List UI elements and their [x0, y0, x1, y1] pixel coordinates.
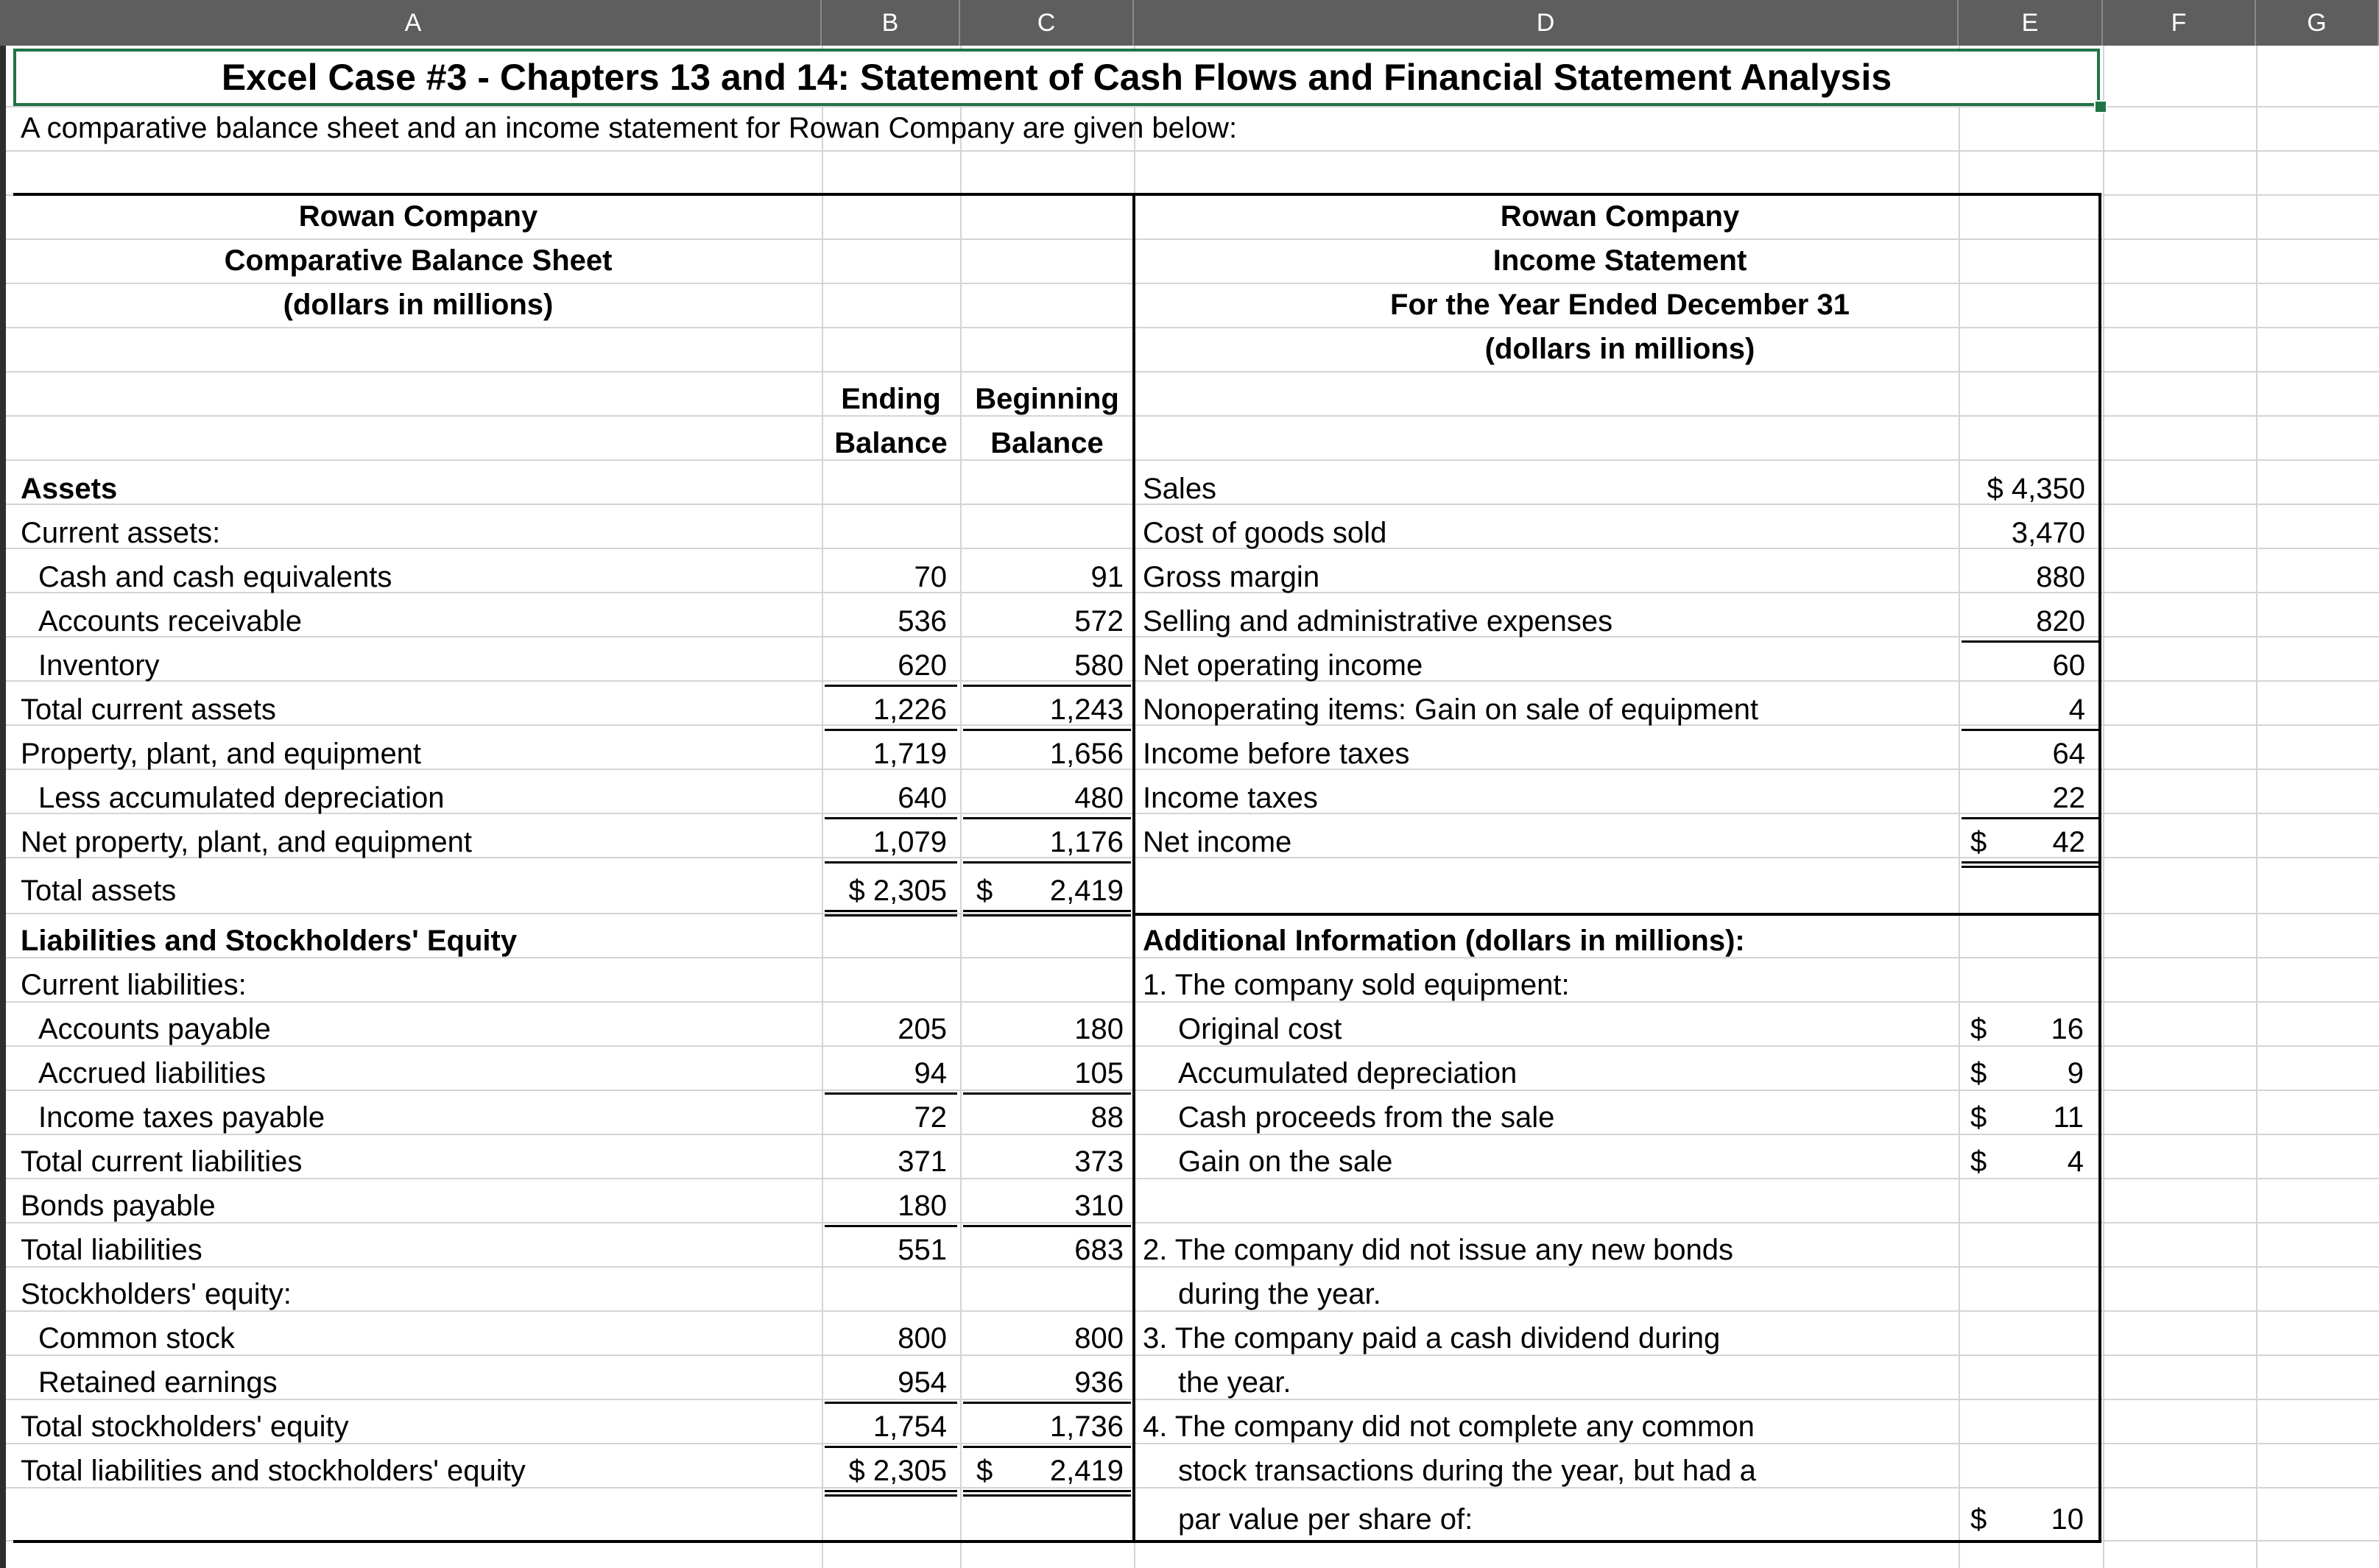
bs-beginning-value: 1,656 [1049, 738, 1124, 770]
bs-beginning-value: 373 [1074, 1145, 1124, 1178]
table-right-border [2098, 193, 2101, 1543]
bs-row-label: Total stockholders' equity [21, 1410, 349, 1443]
addl-equipment-currency: $ [1970, 1101, 1987, 1134]
addl-equipment-label: Gain on the sale [1178, 1145, 1393, 1178]
bs-beginning-value: 936 [1074, 1366, 1124, 1399]
is-currency: $ [1970, 826, 1987, 858]
bs-beginning-rule [963, 817, 1131, 819]
is-period: For the Year Ended December 31 [1390, 289, 1850, 321]
bs-ending-rule [825, 861, 957, 864]
bs-col-beginning-2: Balance [990, 427, 1104, 459]
bs-row-label: Current assets: [21, 517, 221, 549]
bs-beginning-rule [963, 1402, 1131, 1404]
gridline-horizontal [6, 371, 2379, 372]
addl-item-3b: the year. [1178, 1366, 1291, 1399]
par-value: 10 [2051, 1503, 2084, 1536]
gridline-horizontal [6, 415, 2379, 417]
bs-beginning-double-rule [963, 914, 1131, 917]
bs-ending-value: 180 [898, 1190, 947, 1222]
bs-ending-value: $ 2,305 [848, 875, 947, 907]
income-section-divider [1134, 913, 2101, 916]
page-title: Excel Case #3 - Chapters 13 and 14: Statement of Cash Flows and Financial Statement Analysis [221, 57, 1892, 98]
bs-ending-double-rule [825, 1494, 957, 1497]
bs-beginning-value: 480 [1074, 782, 1124, 814]
is-row-label: Gross margin [1143, 561, 1320, 593]
table-top-border [13, 193, 2101, 196]
gridline-horizontal [6, 150, 2379, 152]
column-header-bar [0, 0, 2379, 46]
addl-item-4a: 4. The company did not complete any common [1143, 1410, 1755, 1443]
bs-row-label: Net property, plant, and equipment [21, 826, 472, 858]
column-header-c[interactable]: C [960, 0, 1134, 46]
is-row-label: Net income [1143, 826, 1292, 858]
bs-row-label: Cash and cash equivalents [38, 561, 392, 593]
bs-beginning-value: 1,243 [1049, 693, 1124, 726]
gridline-horizontal [6, 1222, 2379, 1223]
bs-row-label: Liabilities and Stockholders' Equity [21, 925, 518, 957]
row-header-strip [0, 46, 6, 1568]
addl-equipment-value: 4 [2067, 1145, 2084, 1178]
addl-equipment-label: Original cost [1178, 1013, 1342, 1045]
table-middle-border [1132, 193, 1135, 1543]
bs-ending-rule [825, 685, 957, 687]
bs-ending-value: 551 [898, 1234, 947, 1266]
is-row-label: Net operating income [1143, 649, 1423, 682]
bs-ending-value: 1,719 [873, 738, 947, 770]
bs-beginning-value: 2,419 [1049, 875, 1124, 907]
bs-beginning-rule [963, 685, 1131, 687]
bs-col-beginning-1: Beginning [975, 383, 1119, 415]
bs-row-label: Property, plant, and equipment [21, 738, 422, 770]
bs-beginning-double-rule [963, 1494, 1131, 1497]
bs-row-label: Accounts receivable [38, 605, 302, 638]
bs-row-label: Bonds payable [21, 1190, 216, 1222]
is-row-label: Income taxes [1143, 782, 1318, 814]
bs-beginning-rule [963, 1092, 1131, 1095]
bs-ending-value: 1,079 [873, 826, 947, 858]
bs-row-label: Common stock [38, 1322, 235, 1355]
bs-company: Rowan Company [298, 200, 538, 233]
bs-ending-rule [825, 1402, 957, 1404]
subtitle: A comparative balance sheet and an income statement for Rowan Company are given below: [21, 112, 1238, 144]
bs-ending-value: $ 2,305 [848, 1455, 947, 1487]
addl-equipment-currency: $ [1970, 1013, 1987, 1045]
is-row-label: Selling and administrative expenses [1143, 605, 1613, 638]
bs-ending-double-rule [825, 1490, 957, 1492]
bs-ending-value: 536 [898, 605, 947, 638]
bs-ending-rule [825, 1446, 957, 1448]
addl-equipment-value: 9 [2067, 1057, 2084, 1090]
bs-beginning-value: 2,419 [1049, 1455, 1124, 1487]
bs-beginning-rule [963, 861, 1131, 864]
addl-item-2a: 2. The company did not issue any new bonds [1143, 1234, 1733, 1266]
bs-ending-value: 1,754 [873, 1410, 947, 1443]
bs-ending-rule [825, 817, 957, 819]
bs-row-label: Retained earnings [38, 1366, 278, 1399]
bs-ending-value: 640 [898, 782, 947, 814]
addl-item-1: 1. The company sold equipment: [1143, 969, 1570, 1001]
bs-ending-value: 205 [898, 1013, 947, 1045]
is-company: Rowan Company [1500, 200, 1740, 233]
bs-row-label: Total liabilities [21, 1234, 202, 1266]
addl-item-4b: stock transactions during the year, but had a [1178, 1455, 1756, 1487]
is-double-rule [1962, 866, 2098, 868]
bs-beginning-value: 580 [1074, 649, 1124, 682]
bs-row-label: Accrued liabilities [38, 1057, 267, 1090]
is-units: (dollars in millions) [1484, 333, 1755, 365]
is-rule [1962, 729, 2098, 731]
bs-beginning-value: 91 [1090, 561, 1124, 593]
bs-ending-value: 954 [898, 1366, 947, 1399]
is-row-value: 64 [2052, 738, 2085, 770]
is-row-value: 880 [2036, 561, 2085, 593]
is-name: Income Statement [1492, 244, 1747, 277]
addl-item-2b: during the year. [1178, 1278, 1381, 1310]
bs-ending-value: 72 [914, 1101, 947, 1134]
bs-ending-value: 371 [898, 1145, 947, 1178]
table-bottom-border [13, 1540, 2101, 1543]
is-row-value: $ 4,350 [1987, 473, 2085, 505]
bs-row-label: Assets [21, 473, 118, 505]
bs-beginning-double-rule [963, 1490, 1131, 1492]
is-row-label: Sales [1143, 473, 1217, 505]
bs-beginning-value: 180 [1074, 1013, 1124, 1045]
column-header-e[interactable]: E [1959, 0, 2103, 46]
bs-units: (dollars in millions) [283, 289, 554, 321]
is-row-value: 60 [2052, 649, 2085, 682]
is-rule [1962, 817, 2098, 819]
bs-ending-rule [825, 1092, 957, 1095]
is-row-value: 4 [2068, 693, 2085, 726]
bs-beginning-rule [963, 729, 1131, 731]
addl-item-4c: par value per share of: [1178, 1503, 1473, 1536]
is-double-rule [1962, 861, 2098, 864]
bs-row-label: Inventory [38, 649, 160, 682]
column-header-f[interactable]: F [2103, 0, 2256, 46]
is-row-label: Cost of goods sold [1143, 517, 1387, 549]
bs-row-label: Total assets [21, 875, 177, 907]
bs-ending-value: 70 [914, 561, 947, 593]
bs-ending-value: 800 [898, 1322, 947, 1355]
bs-ending-rule [825, 1225, 957, 1227]
bs-col-ending-2: Balance [834, 427, 948, 459]
bs-ending-double-rule [825, 914, 957, 917]
bs-beginning-value: 800 [1074, 1322, 1124, 1355]
bs-ending-value: 1,226 [873, 693, 947, 726]
bs-ending-double-rule [825, 910, 957, 912]
par-value-currency: $ [1970, 1503, 1987, 1536]
addl-equipment-currency: $ [1970, 1057, 1987, 1090]
is-row-label: Nonoperating items: Gain on sale of equipment [1143, 693, 1759, 726]
addl-equipment-currency: $ [1970, 1145, 1987, 1178]
bs-beginning-currency: $ [976, 875, 993, 907]
addl-info-heading: Additional Information (dollars in millions): [1143, 925, 1745, 957]
column-header-d[interactable]: D [1134, 0, 1959, 46]
column-header-g[interactable]: G [2256, 0, 2379, 46]
column-header-a[interactable]: A [6, 0, 822, 46]
is-rule [1962, 640, 2098, 643]
addl-equipment-value: 16 [2051, 1013, 2084, 1045]
bs-col-ending-1: Ending [841, 383, 941, 415]
bs-ending-value: 94 [914, 1057, 947, 1090]
bs-ending-value: 620 [898, 649, 947, 682]
bs-beginning-currency: $ [976, 1455, 993, 1487]
addl-item-3a: 3. The company paid a cash dividend during [1143, 1322, 1721, 1355]
gridline-vertical [2256, 46, 2258, 1568]
addl-equipment-label: Cash proceeds from the sale [1178, 1101, 1555, 1134]
bs-row-label: Less accumulated depreciation [38, 782, 445, 814]
bs-beginning-value: 310 [1074, 1190, 1124, 1222]
bs-beginning-value: 88 [1090, 1101, 1124, 1134]
is-row-value: 22 [2052, 782, 2085, 814]
bs-beginning-rule [963, 1446, 1131, 1448]
bs-row-label: Income taxes payable [38, 1101, 325, 1134]
bs-row-label: Total liabilities and stockholders' equity [21, 1455, 526, 1487]
bs-beginning-double-rule [963, 910, 1131, 912]
column-header-b[interactable]: B [822, 0, 960, 46]
bs-beginning-rule [963, 1225, 1131, 1227]
bs-row-label: Total current liabilities [21, 1145, 303, 1178]
bs-row-label: Accounts payable [38, 1013, 271, 1045]
bs-row-label: Total current assets [21, 693, 276, 726]
bs-beginning-value: 683 [1074, 1234, 1124, 1266]
is-row-label: Income before taxes [1143, 738, 1410, 770]
is-row-value: 42 [2052, 826, 2085, 858]
bs-beginning-value: 105 [1074, 1057, 1124, 1090]
bs-beginning-value: 572 [1074, 605, 1124, 638]
bs-row-label: Current liabilities: [21, 969, 247, 1001]
gridline-horizontal [6, 459, 2379, 461]
bs-beginning-value: 1,736 [1049, 1410, 1124, 1443]
bs-row-label: Stockholders' equity: [21, 1278, 292, 1310]
addl-equipment-label: Accumulated depreciation [1178, 1057, 1518, 1090]
is-row-value: 3,470 [2011, 517, 2085, 549]
bs-ending-rule [825, 729, 957, 731]
bs-name: Comparative Balance Sheet [224, 244, 613, 277]
addl-equipment-value: 11 [2053, 1101, 2084, 1134]
gridline-vertical [2103, 46, 2104, 1568]
bs-beginning-value: 1,176 [1049, 826, 1124, 858]
is-row-value: 820 [2036, 605, 2085, 638]
